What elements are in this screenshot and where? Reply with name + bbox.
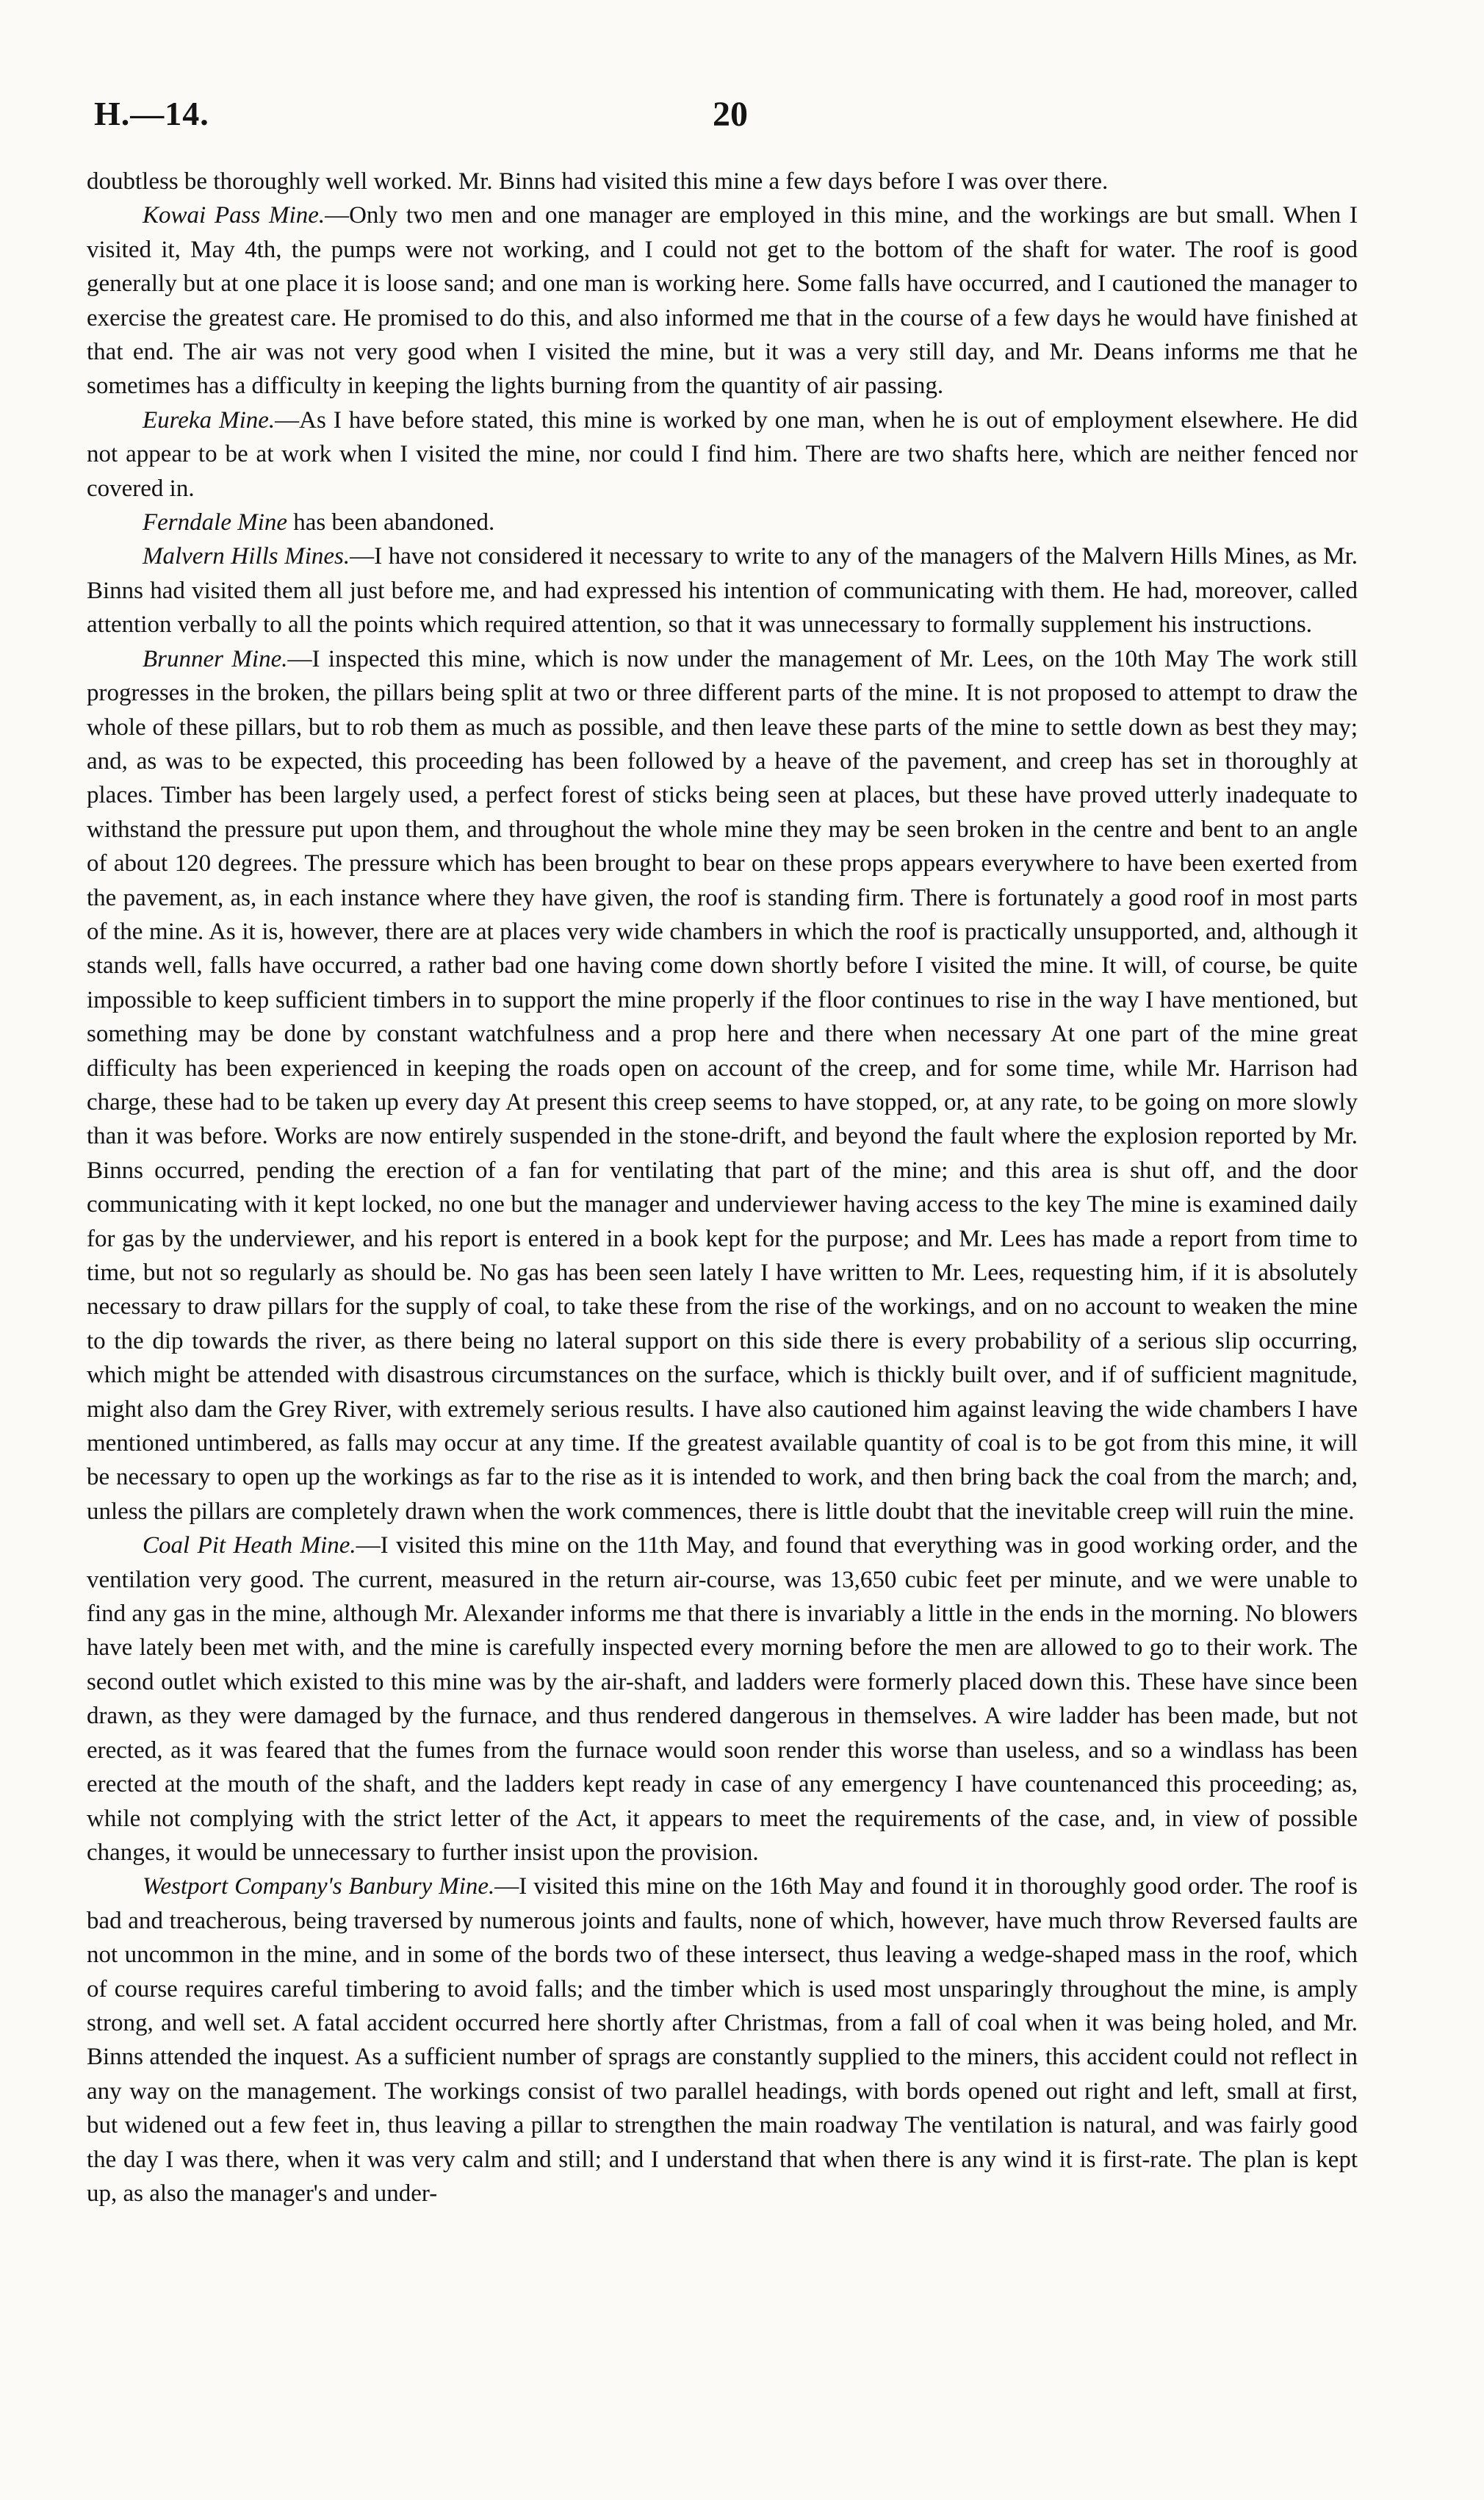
paragraph-text: —As I have before stated, this mine is worked by one man, when he is out of employment elsewhere. He did not appear to be at work when I visited the mine, nor could I find him. There are two shafts here, which are neither fenced nor covered in. — [87, 406, 1358, 502]
mine-name-eureka: Eureka Mine. — [143, 406, 275, 434]
mine-name-malvern-hills: Malvern Hills Mines. — [143, 543, 350, 570]
paragraph-text: doubtless be thoroughly well worked. Mr. Binns had visited this mine a few days before I was over there. — [87, 168, 1109, 195]
paragraph-text: —I have not considered it necessary to write to any of the managers of the Malvern Hills Mines, as Mr. Binns had visited them all just before me, and had expressed his intention of communicating with them. He had, moreover, called attention verbally to all the points which required attention, so that it was unnecessary to formally supplement his instructions. — [87, 543, 1358, 639]
paragraph-malvern-hills-mines — [87, 539, 1358, 642]
mine-name-banbury: Westport Company's Banbury Mine. — [143, 1873, 495, 1900]
paragraph-brunner-mine — [87, 642, 1358, 1529]
paragraph-kowai-pass-mine — [87, 198, 1358, 403]
paragraph-text: —Only two men and one manager are employed in this mine, and the workings are but small. When I visited it, May 4th, the pumps were not working, and I could not get to the bottom of the shaft for water. The roof is good generally but at one place it is loose sand; and one man is working here. Some falls have occurred, and I cautioned the manager to exercise the greatest care. He promised to do this, and also informed me that in the course of a few days he would have finished at that end. The air was not very good when I visited the mine, but it was a very still day, and Mr. Deans informs me that he sometimes has a difficulty in keeping the lights burning from the quantity of air passing. — [87, 202, 1358, 400]
paragraph-ferndale-mine — [87, 506, 1358, 539]
paragraph-text: —I visited this mine on the 16th May and found it in thoroughly good order. The roof is bad and treacherous, being traversed by numerous joints and faults, none of which, however, have much throw Reversed faults are not uncommon in the mine, and in some of the bords two of these intersect, thus leaving a wedge-shaped mass in the roof, which of course requires careful timbering to avoid falls; and the timber which is used most unsparingly throughout the mine, is amply strong, and well set. A fatal accident occurred here shortly after Christmas, from a fall of coal when it was being holed, and Mr. Binns attended the inquest. As a sufficient number of sprags are constantly supplied to the miners, this accident could not reflect in any way on the management. The workings consist of two parallel headings, with bords opened out right and left, small at first, but widened out a few feet in, thus leaving a pillar to strengthen the main roadway The ventilation is natural, and was fairly good the day I was there, when it was very calm and still; and I understand that when there is any wind it is first-rate. The plan is kept up, as also the manager's and under- — [87, 1873, 1358, 2207]
mine-name-kowai-pass: Kowai Pass Mine. — [143, 202, 325, 229]
paragraph-text: —I inspected this mine, which is now under the management of Mr. Lees, on the 10th May The work still progresses in the broken, the pillars being split at two or three different parts of the mine. It is not proposed to attempt to draw the whole of these pillars, but to rob them as much as possible, and then leave these parts of the mine to settle down as best they may; and, as was to be expected, this proceeding has been followed by a heave of the pavement, and creep has set in thoroughly at places. Timber has been largely used, a perfect forest of sticks being seen at places, but these have proved utterly inadequate to withstand the pressure put upon them, and throughout the whole mine they may be seen broken in the centre and bent to an angle of about 120 degrees. The pressure which has been brought to bear on these props appears everywhere to have been exerted from the pavement, as, in each instance where they have given, the roof is standing firm. There is fortunately a good roof in most parts of the mine. As it is, however, there are at places very wide chambers in which the roof is practically unsupported, and, although it stands well, falls have occurred, a rather bad one having come down shortly before I visited the mine. It will, of course, be quite impossible to keep sufficient timbers in to support the mine properly if the floor continues to rise in the way I have mentioned, but something may be done by constant watchfulness and a prop here and there when necessary At one part of the mine great difficulty has been experienced in keeping the roads open on account of the creep, and for some time, while Mr. Harrison had charge, these had to be taken up every day At present this creep seems to have stopped, or, at any rate, to be going on more slowly than it was before. Works are now entirely suspended in the stone-drift, and beyond the fault where the explosion reported by Mr. Binns occurred, pending the erection of a fan for ventilating that part of the mine; and this area is shut off, and the door communicating with it kept locked, no one but the manager and underviewer having access to the key The mine is examined daily for gas by the underviewer, and his report is entered in a book kept for the purpose; and Mr. Lees has made a report from time to time, but not so regularly as should be. No gas has been seen lately I have written to Mr. Lees, requesting him, if it is absolutely necessary to draw pillars for the supply of coal, to take these from the rise of the workings, and on no account to weaken the mine to the dip towards the river, as there being no lateral support on this side there is every probability of a serious slip occurring, which might be attended with disastrous circumstances on the surface, which is thickly built over, and if of sufficient magnitude, might also dam the Grey River, with extremely serious results. I have also cautioned him against leaving the wide chambers I have mentioned untimbered, as falls may occur at any time. If the greatest available quantity of coal is to be got from this mine, it will be necessary to open up the workings as far to the rise as it is intended to work, and then bring back the coal from the march; and, unless the pillars are completely drawn when the work commences, there is little doubt that the inevitable creep will ruin the mine. — [87, 645, 1358, 1525]
paragraph-coal-pit-heath-mine — [87, 1529, 1358, 1869]
paragraph-banbury-mine — [87, 1869, 1358, 2210]
mine-name-brunner: Brunner Mine. — [143, 645, 288, 672]
running-header — [94, 94, 1358, 138]
mine-name-ferndale: Ferndale Mine — [143, 509, 288, 536]
document-code: H.—14. — [94, 95, 209, 132]
paragraph-text: —I visited this mine on the 11th May, and found that everything was in good working order, and the ventilation very good. The current, measured in the return air-course, was 13,650 cubic feet per minute, and we were unable to find any gas in the mine, although Mr. Alexander informs me that there is invariably a little in the ends in the morning. No blowers have lately been met with, and the mine is carefully inspected every morning before the men are allowed to go to their work. The second outlet which existed to this mine was by the air-shaft, and ladders were formerly placed down this. These have since been drawn, as they were damaged by the furnace, and thus rendered dangerous in themselves. A wire ladder has been made, but not erected, as it was feared that the fumes from the furnace would soon render this worse than useless, and so a windlass has been erected at the mouth of the shaft, and the ladders kept ready in case of any emergency I have countenanced this proceeding; as, while not complying with the strict letter of the Act, it appears to meet the requirements of the case, and, in view of possible changes, it would be unnecessary to further insist upon the provision. — [87, 1532, 1358, 1866]
page-number: 20 — [713, 95, 748, 134]
body-text — [87, 165, 1358, 2210]
paragraph-eureka-mine — [87, 403, 1358, 506]
paragraph-text: has been abandoned. — [287, 509, 495, 536]
mine-name-coal-pit-heath: Coal Pit Heath Mine. — [143, 1532, 356, 1559]
paragraph-continuation — [87, 165, 1358, 198]
